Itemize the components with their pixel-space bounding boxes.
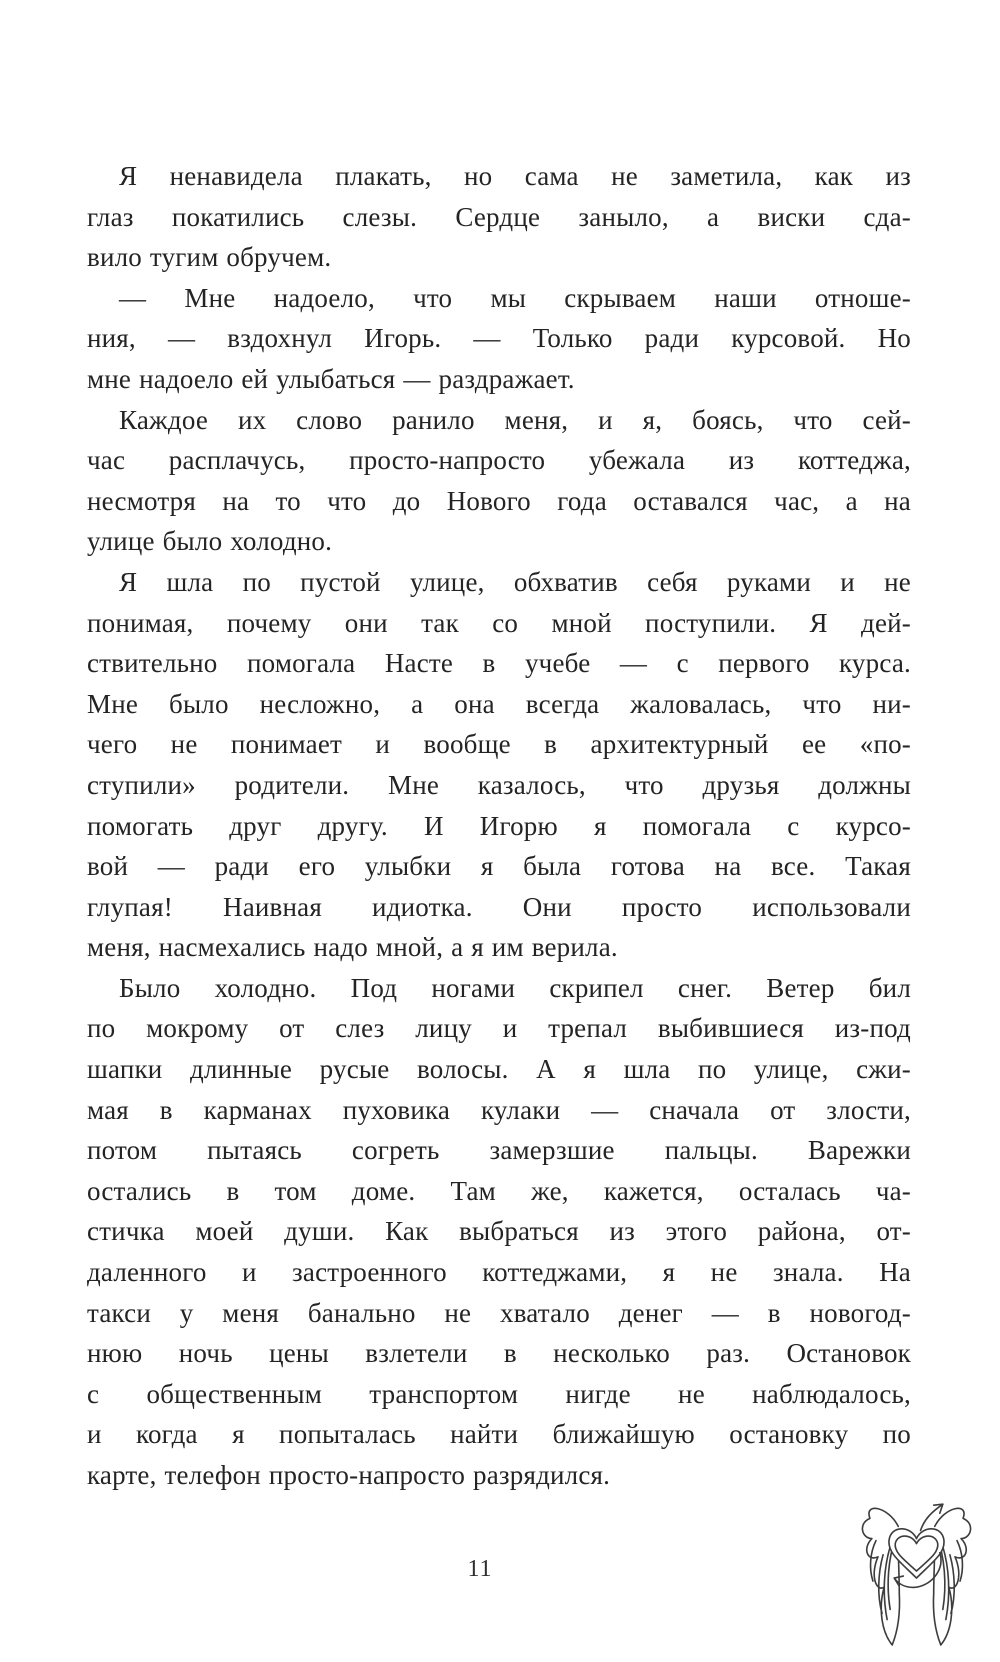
text-line: даленного и застроенного коттеджами, я не знала. На — [87, 1257, 911, 1288]
text-line: Каждое их слово ранило меня, и я, боясь, что сей- — [119, 404, 911, 435]
page-number: 11 — [467, 1556, 493, 1582]
paragraph — [87, 400, 911, 562]
text-line: — Мне надоело, что мы скрываем наши отноше- — [119, 282, 911, 313]
text-line: ния, — вздохнул Игорь. — Только ради курсовой. Но — [87, 323, 911, 354]
text-line: и когда я попыталась найти ближайшую остановку по — [87, 1419, 911, 1450]
text-line: мая в карманах пуховика кулаки — сначала от злости, — [87, 1094, 911, 1125]
text-line: карте, телефон просто-напросто разрядился. — [87, 1460, 611, 1490]
text-line: Было холодно. Под ногами скрипел снег. Ветер бил — [119, 972, 911, 1003]
text-line: такси у меня банально не хватало денег — в новогод- — [87, 1297, 911, 1328]
text-line: потом пытаясь согреть замерзшие пальцы. Варежки — [87, 1135, 911, 1166]
text-block — [87, 156, 911, 1496]
text-line: Я шла по пустой улице, обхватив себя руками и не — [119, 566, 911, 597]
paragraph — [87, 156, 911, 278]
winged-heart-icon — [853, 1490, 981, 1652]
text-line: помогать друг другу. И Игорю я помогала с курсо- — [87, 810, 911, 841]
text-line: по мокрому от слез лицу и трепал выбившиеся из-под — [87, 1013, 911, 1044]
text-line: чего не понимает и вообще в архитектурный ее «по- — [87, 729, 911, 760]
text-line: глаз покатились слезы. Сердце заныло, а виски сда- — [87, 201, 911, 232]
text-line: меня, насмехались надо мной, а я им верила. — [87, 932, 618, 963]
paragraph — [87, 562, 911, 968]
text-line: мне надоело ей улыбаться — раздражает. — [87, 363, 575, 394]
text-line: улице было холодно. — [87, 526, 333, 557]
text-line: нюю ночь цены взлетели в несколько раз. Остановок — [87, 1338, 911, 1369]
text-line: ствительно помогала Насте в учебе — с первого курса. — [87, 648, 911, 679]
text-line: стичка моей души. Как выбраться из этого района, от- — [87, 1216, 911, 1247]
text-line: час расплачусь, просто-напросто убежала из коттеджа, — [87, 445, 911, 476]
text-line: с общественным транспортом нигде не наблюдалось, — [87, 1378, 911, 1409]
text-line: понимая, почему они так со мной поступили. Я дей- — [87, 607, 911, 638]
text-line: несмотря на то что до Нового года оставался час, а на — [87, 485, 911, 516]
text-line: Мне было несложно, а она всегда жаловалась, что ни- — [87, 688, 911, 719]
text-line: глупая! Наивная идиотка. Они просто использовали — [87, 891, 911, 922]
paragraph — [87, 278, 911, 400]
text-line: вой — ради его улыбки я была готова на все. Такая — [87, 851, 911, 882]
text-line: Я ненавидела плакать, но сама не заметила, как из — [119, 161, 911, 191]
text-line: вило тугим обручем. — [87, 242, 332, 273]
text-line: шапки длинные русые волосы. А я шла по улице, сжи- — [87, 1054, 911, 1085]
text-line: ступили» родители. Мне казалось, что друзья должны — [87, 769, 911, 800]
paragraph — [87, 968, 911, 1496]
text-line: остались в том доме. Там же, кажется, осталась ча- — [87, 1175, 911, 1206]
